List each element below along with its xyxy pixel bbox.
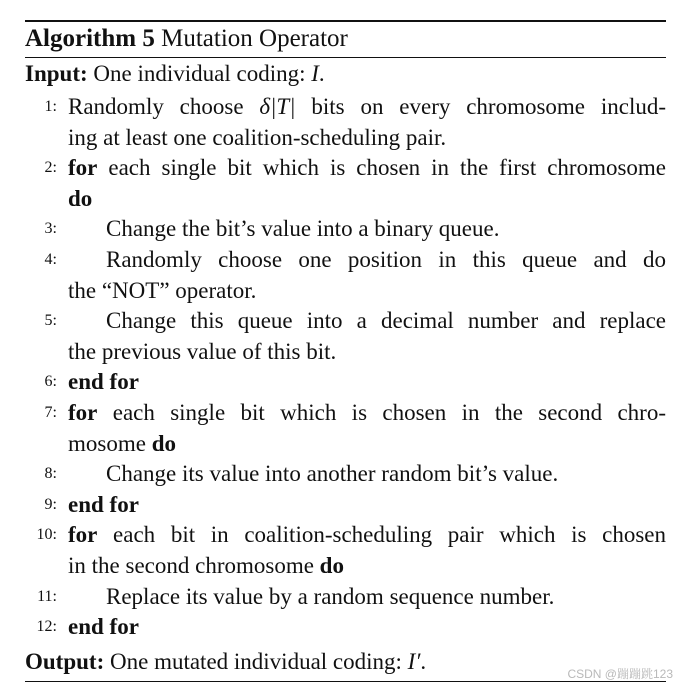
step-3: Change the bit’s value into a binary queue. bbox=[106, 216, 500, 242]
input-period: . bbox=[318, 61, 325, 86]
top-rule bbox=[25, 20, 666, 22]
step-2-line-a: for each single bit which is chosen in the first chromosome bbox=[68, 155, 667, 181]
output-period: . bbox=[420, 649, 427, 674]
line-number: 2: bbox=[44, 159, 57, 177]
step-10-line-a: for each bit in coalition-scheduling pair which is chosen bbox=[68, 522, 666, 548]
step-5-line-b: the previous value of this bit. bbox=[68, 338, 337, 364]
keyword-for: for bbox=[68, 522, 98, 548]
line-number: 4: bbox=[44, 251, 57, 268]
line-number: 6: bbox=[44, 373, 57, 391]
step-5-line-a: Change this queue into a decimal number and replace bbox=[106, 308, 666, 334]
step-1-math: δ|T| bbox=[259, 94, 296, 119]
keyword-end-for: end for bbox=[68, 491, 139, 517]
step-10-line-b: in the second chromosome do bbox=[68, 553, 344, 578]
keyword-do: do bbox=[319, 553, 344, 578]
algorithm-name: Mutation Operator bbox=[161, 25, 348, 52]
step-1-line-a: Randomly choose δ|T| bits on every chromosome includ- bbox=[68, 94, 667, 119]
line-number: 8: bbox=[44, 465, 57, 483]
step-7-line-a: for each single bit which is chosen in the second chro- bbox=[68, 400, 667, 425]
line-number: 1: bbox=[44, 98, 57, 115]
keyword-end-for: end for bbox=[68, 369, 139, 395]
step-7-line-b: mosome do bbox=[68, 430, 176, 456]
line-number: 3: bbox=[44, 220, 57, 238]
line-number: 7: bbox=[44, 404, 57, 421]
output-variable: I′ bbox=[407, 649, 421, 674]
watermark: CSDN @蹦蹦跳123 bbox=[567, 667, 673, 681]
line-number: 5: bbox=[44, 312, 57, 330]
keyword-do: do bbox=[151, 430, 176, 456]
output-label: Output: bbox=[25, 649, 105, 674]
output-text: One mutated individual coding: bbox=[110, 649, 402, 674]
line-number: 11: bbox=[37, 587, 57, 605]
line-number: 12: bbox=[36, 618, 57, 636]
line-number: 9: bbox=[44, 495, 57, 513]
input-variable: I bbox=[311, 61, 319, 86]
input-label: Input: bbox=[25, 61, 88, 86]
step-8: Change its value into another random bit’s value. bbox=[106, 461, 559, 487]
algorithm-number: Algorithm 5 bbox=[25, 25, 155, 52]
input-text: One individual coding: bbox=[93, 61, 306, 86]
step-4-line-a: Randomly choose one position in this queue and do bbox=[106, 247, 666, 272]
step-11: Replace its value by a random sequence number. bbox=[106, 583, 555, 609]
step-4-line-b: the “NOT” operator. bbox=[68, 277, 257, 303]
algorithm-title bbox=[25, 23, 348, 54]
step-1-line-b: ing at least one coalition-scheduling pair. bbox=[68, 124, 447, 150]
keyword-for: for bbox=[68, 400, 98, 425]
line-number: 10: bbox=[36, 526, 57, 544]
keyword-end-for: end for bbox=[68, 614, 139, 640]
keyword-do: do bbox=[68, 185, 93, 211]
input-line bbox=[25, 58, 325, 89]
output-line bbox=[25, 646, 426, 677]
keyword-for: for bbox=[68, 155, 98, 181]
